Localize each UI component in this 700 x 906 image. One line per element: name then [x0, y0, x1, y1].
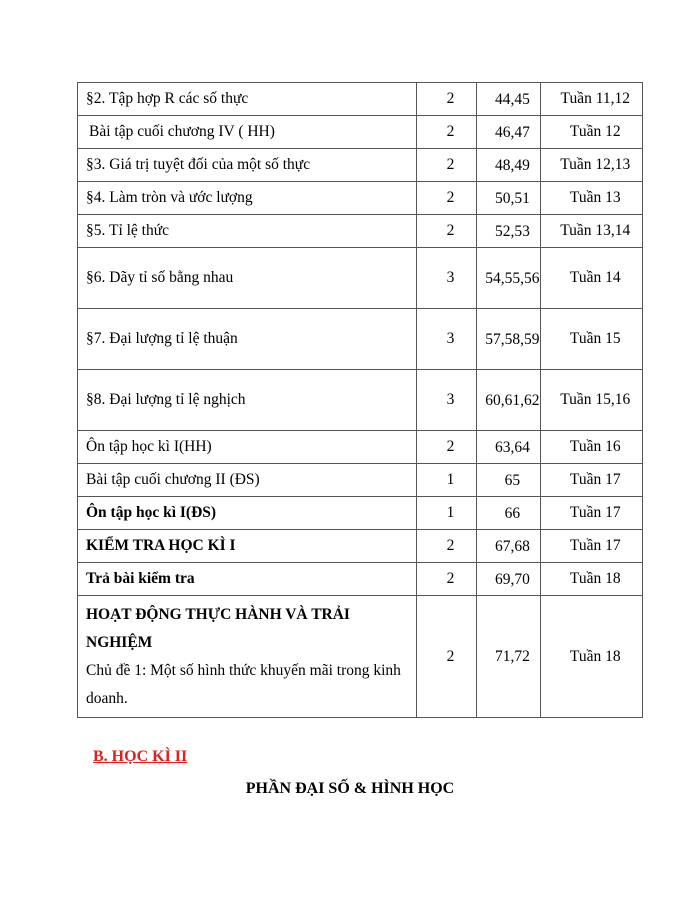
periods-cell: 67,68 — [477, 530, 540, 563]
hours-cell: 2 — [416, 149, 477, 182]
table-row — [78, 563, 643, 596]
part-heading: PHẦN ĐẠI SỐ & HÌNH HỌC — [245, 780, 455, 797]
hours-cell: 2 — [416, 215, 477, 248]
table-row — [78, 530, 643, 563]
periods-cell: 57,58,59 — [477, 309, 540, 370]
lesson-name: Ôn tập học kì I(HH) — [78, 431, 417, 464]
periods-cell: 46,47 — [477, 116, 540, 149]
hours-cell: 2 — [416, 431, 477, 464]
hours-cell: 2 — [416, 83, 477, 116]
table-row — [78, 215, 643, 248]
hours-cell: 3 — [416, 309, 477, 370]
hours-cell: 2 — [416, 182, 477, 215]
table-row — [78, 309, 643, 370]
hours-cell: 3 — [416, 248, 477, 309]
activity-subtitle: Chủ đề 1: Một số hình thức khuyến mãi trong kinh doanh. — [86, 661, 401, 707]
periods-cell: 52,53 — [477, 215, 540, 248]
hours-cell: 2 — [416, 116, 477, 149]
table-row — [78, 497, 643, 530]
hours-cell: 1 — [416, 464, 477, 497]
periods-cell: 44,45 — [477, 83, 540, 116]
table-row — [78, 248, 643, 309]
periods-cell: 66 — [477, 497, 540, 530]
week-cell: Tuần 17 — [540, 497, 642, 530]
hours-cell: 2 — [416, 563, 477, 596]
table-row — [78, 116, 643, 149]
week-cell: Tuần 12 — [540, 116, 642, 149]
periods-cell: 69,70 — [477, 563, 540, 596]
lesson-name: §8. Đại lượng tỉ lệ nghịch — [78, 370, 417, 431]
table-row — [78, 431, 643, 464]
week-cell: Tuần 12,13 — [540, 149, 642, 182]
periods-cell: 54,55,56 — [477, 248, 540, 309]
lesson-name: Bài tập cuối chương II (ĐS) — [78, 464, 417, 497]
lesson-name: Ôn tập học kì I(ĐS) — [78, 497, 417, 530]
periods-cell: 63,64 — [477, 431, 540, 464]
hours-cell: 2 — [416, 596, 477, 718]
schedule-table — [77, 82, 643, 718]
periods-cell: 48,49 — [477, 149, 540, 182]
table-row — [78, 83, 643, 116]
activity-cell — [78, 596, 417, 718]
hours-cell: 2 — [416, 530, 477, 563]
week-cell: Tuần 17 — [540, 464, 642, 497]
week-cell: Tuần 13,14 — [540, 215, 642, 248]
lesson-name: §2. Tập hợp R các số thực — [78, 83, 417, 116]
week-cell: Tuần 13 — [540, 182, 642, 215]
periods-cell: 65 — [477, 464, 540, 497]
activity-title: HOẠT ĐỘNG THỰC HÀNH VÀ TRẢI NGHIỆM — [86, 605, 350, 651]
lesson-name: §3. Giá trị tuyệt đối của một số thực — [78, 149, 417, 182]
lesson-name: KIỂM TRA HỌC KÌ I — [78, 530, 417, 563]
table-row — [78, 182, 643, 215]
week-cell: Tuần 18 — [540, 596, 642, 718]
periods-cell: 71,72 — [477, 596, 540, 718]
week-cell: Tuần 14 — [540, 248, 642, 309]
lesson-name: Trả bài kiểm tra — [78, 563, 417, 596]
week-cell: Tuần 18 — [540, 563, 642, 596]
periods-cell: 50,51 — [477, 182, 540, 215]
week-cell: Tuần 11,12 — [540, 83, 642, 116]
table-row — [78, 596, 643, 718]
lesson-name: §7. Đại lượng tỉ lệ thuận — [78, 309, 417, 370]
hours-cell: 3 — [416, 370, 477, 431]
lesson-name: §6. Dãy tỉ số bằng nhau — [78, 248, 417, 309]
periods-cell: 60,61,62 — [477, 370, 540, 431]
table-row — [78, 464, 643, 497]
section-heading: B. HỌC KÌ II — [93, 748, 188, 765]
week-cell: Tuần 15 — [540, 309, 642, 370]
table-row — [78, 370, 643, 431]
week-cell: Tuần 15,16 — [540, 370, 642, 431]
week-cell: Tuần 17 — [540, 530, 642, 563]
lesson-name: Bài tập cuối chương IV ( HH) — [78, 116, 417, 149]
hours-cell: 1 — [416, 497, 477, 530]
week-cell: Tuần 16 — [540, 431, 642, 464]
lesson-name: §4. Làm tròn và ước lượng — [78, 182, 417, 215]
lesson-name: §5. Tỉ lệ thức — [78, 215, 417, 248]
table-row — [78, 149, 643, 182]
